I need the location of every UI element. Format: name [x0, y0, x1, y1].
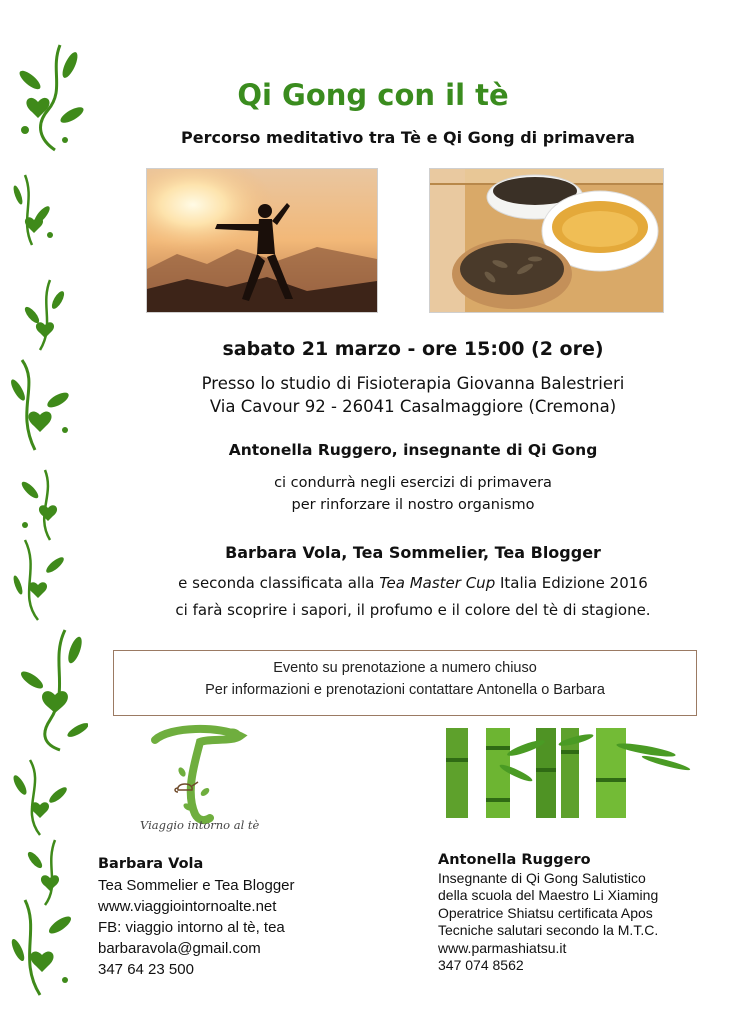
sommelier-line-1-end: Italia Edizione 2016	[495, 574, 648, 592]
sommelier-line-1-start: e seconda classificata alla	[178, 574, 380, 592]
event-venue	[100, 372, 726, 418]
contact-barbara	[98, 854, 295, 980]
qigong-photo	[146, 168, 378, 313]
sommelier-line-1	[100, 570, 726, 597]
venue-line-2: Via Cavour 92 - 26041 Casalmaggiore (Cremona)	[209, 397, 617, 416]
notice-line-1: Evento su prenotazione a numero chiuso	[273, 660, 537, 676]
contact-antonella	[438, 852, 658, 975]
contact-barbara-line: Tea Sommelier e Tea Blogger	[98, 877, 295, 894]
contact-barbara-website[interactable]: www.viaggiointornoalte.net	[98, 898, 277, 915]
teacher-line-2: per rinforzare il nostro organismo	[291, 497, 535, 513]
sommelier-description	[100, 570, 726, 624]
contact-antonella-phone: 347 074 8562	[438, 957, 524, 973]
contact-antonella-line: della scuola del Maestro Li Xiaming	[438, 887, 659, 903]
page-subtitle: Percorso meditativo tra Tè e Qi Gong di primavera	[181, 128, 635, 147]
contact-barbara-phone: 347 64 23 500	[98, 961, 194, 978]
contact-barbara-facebook: FB: viaggio intorno al tè, tea	[98, 919, 285, 936]
contact-antonella-name: Antonella Ruggero	[438, 852, 591, 868]
event-date-time: sabato 21 marzo - ore 15:00 (2 ore)	[222, 338, 604, 360]
tea-photo	[429, 168, 664, 313]
bamboo-photo	[436, 728, 696, 818]
contact-antonella-website[interactable]: www.parmashiatsu.it	[438, 939, 567, 956]
contact-antonella-line: Tecniche salutari secondo la M.T.C.	[438, 922, 659, 938]
contact-antonella-line: Operatrice Shiatsu certificata Apos	[438, 904, 653, 921]
contact-barbara-name: Barbara Vola	[98, 856, 204, 872]
contact-barbara-email[interactable]: barbaravola@gmail.com	[98, 940, 261, 957]
teacher-description	[100, 472, 726, 516]
logo-caption: Viaggio intorno al tè	[140, 818, 260, 832]
teacher-line-1: ci condurrà negli esercizi di primavera	[274, 475, 552, 491]
tea-master-cup-name: Tea Master Cup	[379, 574, 496, 592]
page-title: Qi Gong con il tè	[237, 78, 509, 112]
notice-line-2: Per informazioni e prenotazioni contattare Antonella o Barbara	[205, 682, 605, 698]
teacher-heading: Antonella Ruggero, insegnante di Qi Gong	[228, 441, 598, 459]
booking-notice-box	[113, 650, 697, 716]
contact-antonella-line: Insegnante di Qi Gong Salutistico	[438, 869, 646, 886]
decorative-vine	[10, 40, 88, 1000]
venue-line-1: Presso lo studio di Fisioterapia Giovanna Balestrieri	[201, 374, 625, 393]
sommelier-line-2: ci farà scoprire i sapori, il profumo e il colore del tè di stagione.	[175, 601, 651, 619]
sommelier-heading: Barbara Vola, Tea Sommelier, Tea Blogger	[225, 543, 601, 562]
